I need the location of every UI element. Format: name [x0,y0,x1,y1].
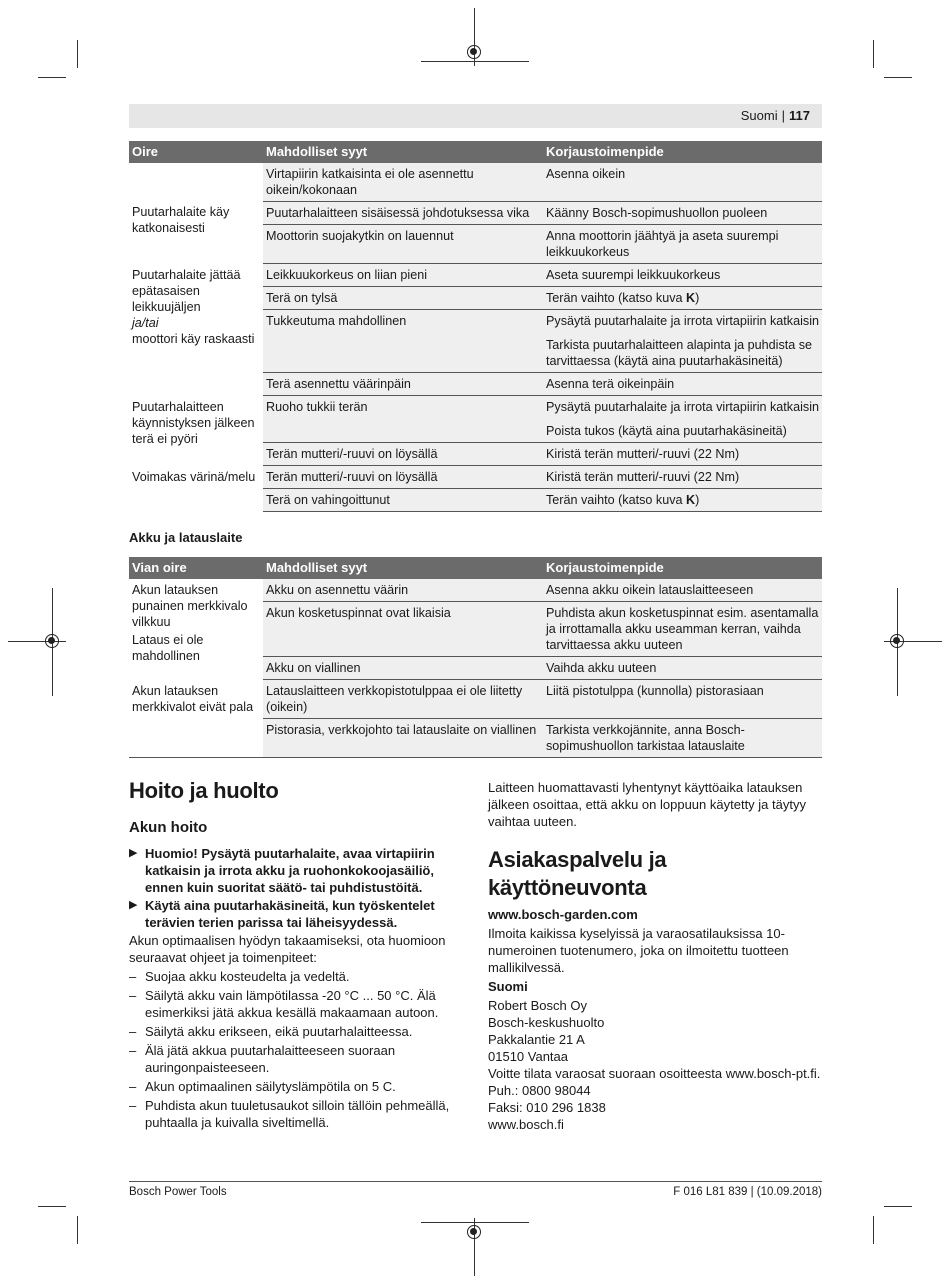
fix-cell: Poista tukos (käytä aina puutarhakäsineitä) [543,418,822,443]
header-separator: | [781,108,786,123]
footer-brand: Bosch Power Tools [129,1186,227,1198]
website-link[interactable]: www.bosch-garden.com [488,907,638,922]
address-line: Puh.: 0800 98044 [488,1083,591,1098]
symptom-cell: Puutarhalaite jättää epätasaisen leikkuujäljen ja/tai moottori käy raskaasti [129,264,263,396]
care-title: Hoito ja huolto [129,778,279,803]
cause-cell: Akku on viallinen [263,657,543,680]
table-row [129,163,822,202]
address-line: 01510 Vantaa [488,1049,568,1064]
table-row [129,264,822,287]
symptom-cell: Puutarhalaitteen käynnistyksen jälkeen terä ei pyöri [129,396,263,466]
service-section [488,779,822,1133]
column-header-fix: Korjaustoimenpide [543,557,822,579]
column-header-symptom: Vian oire [129,557,263,579]
symptom-cell: Akun latauksen merkkivalot eivät pala [129,680,263,758]
fix-cell: Tarkista verkkojännite, anna Bosch-sopimushuollon tarkistaa latauslaite [543,719,822,758]
cause-cell: Virtapiirin katkaisinta ei ole asennettu oikein/kokonaan [263,163,543,202]
table-header-row [129,141,822,163]
symptom-or: ja/tai [132,315,159,330]
fix-cell: Tarkista puutarhalaitteen alapinta ja puhdista se tarvittaessa (käytä aina puutarhakäsineitä) [543,332,822,373]
list-item: – Puhdista akun tuuletusaukot silloin tällöin pehmeällä, puhtaalla ja kuivalla siveltimellä. [129,1097,462,1131]
cause-cell: Terän mutteri/-ruuvi on löysällä [263,443,543,466]
fix-cell: Anna moottorin jäähtyä ja aseta suurempi leikkuukorkeus [543,225,822,264]
list-item: – Säilytä akku vain lämpötilassa -20 °C ... 50 °C. Älä esimerkiksi jätä akkua kesällä makaamaan autoon. [129,987,462,1021]
care-section [129,777,462,1131]
cause-cell: Latauslaitteen verkkopistotulppaa ei ole liitetty (oikein) [263,680,543,719]
registration-mark-icon [890,634,904,648]
fix-cell: Asenna akku oikein latauslaitteeseen [543,579,822,602]
fix-cell: Pysäytä puutarhalaite ja irrota virtapiirin katkaisin [543,396,822,419]
cause-cell: Puutarhalaitteen sisäisessä johdotuksessa vika [263,202,543,225]
warning-item: ▶ Käytä aina puutarhakäsineitä, kun työskentelet terävien terien parissa tai läheisyydessä. [129,897,462,931]
service-title: Asiakaspalvelu ja käyttöneuvonta [488,847,667,900]
figure-ref: K [686,291,696,305]
symptom-cell: Voimakas värinä/melu [129,466,263,512]
registration-mark-icon [45,634,59,648]
fix-cell: Kiristä terän mutteri/-ruuvi (22 Nm) [543,466,822,489]
fix-cell: Terän vaihto (katso kuva K) [543,287,822,310]
fix-cell: Terän vaihto (katso kuva K) [543,489,822,512]
battery-troubleshooting-table [129,557,822,758]
table-row [129,396,822,419]
cause-cell: Terä on tylsä [263,287,543,310]
address-line[interactable]: www.bosch.fi [488,1117,564,1132]
fix-cell: Kiristä terän mutteri/-ruuvi (22 Nm) [543,443,822,466]
page-header [129,104,822,128]
care-intro: Akun optimaalisen hyödyn takaamiseksi, ota huomioon seuraavat ohjeet ja toimenpiteet: [129,933,446,965]
column-header-symptom: Oire [129,141,263,163]
page-number: 117 [789,108,810,123]
figure-ref: K [686,493,696,507]
symptom-cell: Akun latauksen punainen merkkivalo vilkkuu Lataus ei ole mahdollinen [129,579,263,680]
column-header-cause: Mahdolliset syyt [263,557,543,579]
fix-cell: Vaihda akku uuteen [543,657,822,680]
cause-cell: Moottorin suojakytkin on lauennut [263,225,543,264]
address-line: Faksi: 010 296 1838 [488,1100,606,1115]
fix-cell: Käänny Bosch-sopimushuollon puoleen [543,202,822,225]
column-header-cause: Mahdolliset syyt [263,141,543,163]
cause-cell: Terä asennettu väärinpäin [263,373,543,396]
cause-cell: Terä on vahingoittunut [263,489,543,512]
service-text: Ilmoita kaikissa kyselyissä ja varaosatilauksissa 10-numeroinen tuotenumero, joka on ilmoitettu tuotteen mallikilvessä. [488,926,789,975]
header-language: Suomi [740,108,778,123]
cause-cell: Ruoho tukkii terän [263,396,543,443]
list-item: – Suojaa akku kosteudelta ja vedeltä. [129,968,462,985]
fix-cell: Aseta suurempi leikkuukorkeus [543,264,822,287]
cause-cell: Leikkuukorkeus on liian pieni [263,264,543,287]
fix-cell: Liitä pistotulppa (kunnolla) pistorasiaan [543,680,822,719]
address-line: Pakkalantie 21 A [488,1032,585,1047]
table-row [129,466,822,489]
battery-lifetime-note: Laitteen huomattavasti lyhentynyt käyttöaika latauksen jälkeen osoittaa, että akku on loppuun käytetty ja täytyy vaihtaa uuteen. [488,780,806,829]
cause-cell: Akku on asennettu väärin [263,579,543,602]
warning-item: ▶ Huomio! Pysäytä puutarhalaite, avaa virtapiirin katkaisin ja irrota akku ja ruohonkokoojasäiliö, ennen kuin suoritat säätö- tai puhdistustöitä. [129,845,462,896]
registration-mark-icon [467,45,481,59]
symptom-cell: Puutarhalaite käy katkonaisesti [129,163,263,264]
cause-cell: Akun kosketuspinnat ovat likaisia [263,602,543,657]
column-header-fix: Korjaustoimenpide [543,141,822,163]
cause-cell: Pistorasia, verkkojohto tai latauslaite on viallinen [263,719,543,758]
address-line: Robert Bosch Oy [488,998,587,1013]
list-item: – Akun optimaalinen säilytyslämpötila on 5 C. [129,1078,462,1095]
fix-cell: Puhdista akun kosketuspinnat esim. asentamalla ja irrottamalla akku useamman kerran, vaihda tarvittaessa akku uuteen [543,602,822,657]
fix-cell: Pysäytä puutarhalaite ja irrota virtapiirin katkaisin [543,310,822,333]
cause-cell: Tukkeutuma mahdollinen [263,310,543,373]
list-item: – Älä jätä akkua puutarhalaitteeseen suoraan auringonpaisteeseen. [129,1042,462,1076]
registration-mark-icon [467,1225,481,1239]
footer-doc-id: F 016 L81 839 | (10.09.2018) [673,1186,822,1198]
list-item: – Säilytä akku erikseen, eikä puutarhalaitteessa. [129,1023,462,1040]
fix-cell: Asenna oikein [543,163,822,202]
battery-table-title: Akku ja latauslaite [129,530,243,545]
table-row [129,579,822,602]
cause-cell: Terän mutteri/-ruuvi on löysällä [263,466,543,489]
page-footer [129,1181,822,1201]
address-line: Voitte tilata varaosat suoraan osoitteesta www.bosch-pt.fi. [488,1066,821,1081]
country-heading: Suomi [488,979,528,994]
battery-care-subtitle: Akun hoito [129,819,208,836]
address-line: Bosch-keskushuolto [488,1015,605,1030]
table-row [129,680,822,719]
table-header-row [129,557,822,579]
address-block [488,997,822,1133]
fix-cell: Asenna terä oikeinpäin [543,373,822,396]
troubleshooting-table [129,141,822,512]
